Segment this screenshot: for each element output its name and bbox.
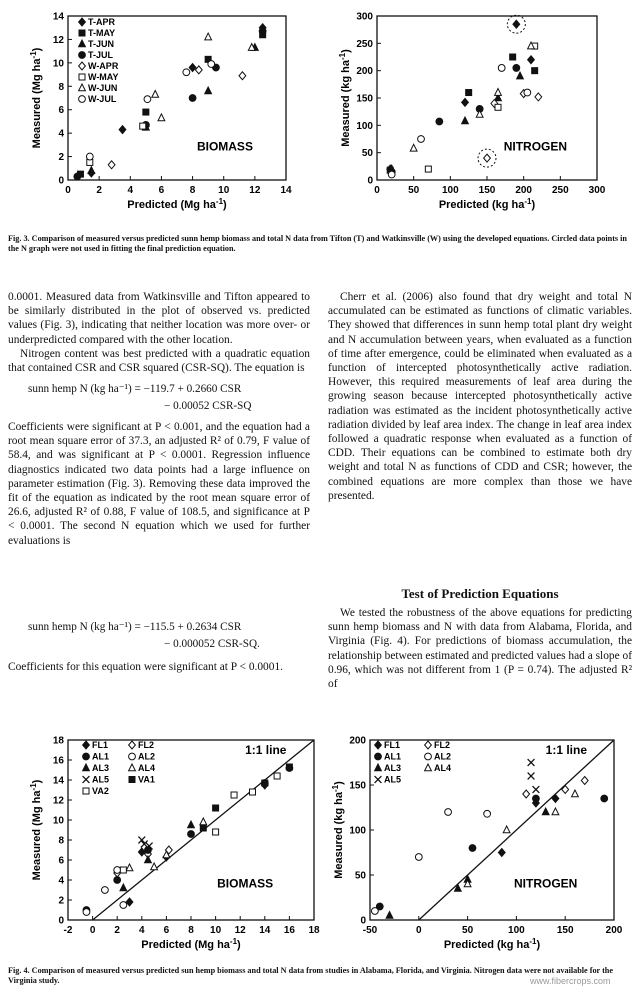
fig4-nitrogen-xtick-label: 0 [416,925,422,936]
fig3-nitrogen-panel-label: NITROGEN [503,139,568,154]
fig3-nitrogen-xtick-label: 300 [588,185,606,196]
fig4-biomass-xtick-label: 14 [259,925,271,936]
fig3-nitrogen-point-w-jun [410,144,417,151]
fig3-nitrogen-point-w-jun [495,89,502,96]
fig4-nitrogen-point-al2 [484,810,491,817]
left-column [8,290,310,375]
equation-2-line-1: sunn hemp N (kg ha⁻¹) = −115.5 + 0.2634 CSR [28,621,242,633]
fig3-biomass-yaxis-label: Measured (Mg $ha^{-1}$) [29,47,43,149]
fig3-nitrogen-xtick-label: 150 [478,185,496,196]
fig3-biomass-xtick-label: 2 [96,185,102,196]
fig3-biomass-legend-label-t-jun: T-JUN [88,39,115,49]
fig4-nitrogen-xtick-label: 50 [462,925,474,936]
fig4-nitrogen-xtick-label: 200 [605,925,623,936]
fig3-nitrogen-point-w-jul [498,65,505,72]
fig4-nitrogen-yaxis-label: Measured (kg $ha^{-1}$) [331,781,345,879]
fig3-biomass-legend-marker-w-apr [79,62,86,70]
fig4-biomass-xtick-label: 8 [188,925,194,936]
equation-2-line-2: − 0.000052 CSR-SQ. [164,638,260,650]
fig3-biomass-point-t-jun [205,87,212,94]
fig3-nitrogen-point-t-may [532,68,538,74]
fig3-caption: Fig. 3. Comparison of measured versus predicted sunn hemp biomass and total N data from Tifton (T) and Watkinsville (W) using the developed equations. Circled data points in the N graph were not used in fitting the final prediction equation. [8,234,627,253]
fig3-nitrogen-ytick-label: 50 [361,148,373,160]
fig3-nitrogen-point-w-apr [484,154,491,162]
fig4-biomass-legend-marker-al3 [83,764,90,771]
fig3-nitrogen-xtick-label: 250 [551,185,569,196]
fig3-nitrogen-ytick-label: 250 [356,38,373,50]
fig4-biomass-ytick-label: 6 [58,855,64,867]
fig4-biomass-point-va2 [250,789,256,795]
fig4-biomass-ytick-label: 8 [58,835,64,847]
fig4-biomass-point-al4 [151,863,158,870]
fig4-biomass-point-al3 [145,856,152,863]
fig4-biomass-legend-label-al1: AL1 [92,751,110,762]
fig4-nitrogen-legend-label-fl2: FL2 [434,740,451,750]
fig3-biomass-xtick-label: 6 [158,185,165,196]
fig4-nitrogen-point-al1 [533,795,540,802]
fig3-biomass-xtick-label: 0 [65,185,71,196]
fig3-biomass-legend-marker-w-jun [79,84,86,91]
fig4-biomass-xtick-label: 2 [114,925,120,936]
fig4-biomass-point-va2 [274,773,280,779]
fig3-biomass-ytick-label: 6 [58,105,64,117]
fig4-biomass-xaxis-label: Predicted (Mg $ha^{-1}$) [141,937,241,951]
fig4-nitrogen-legend-marker-al4 [425,764,432,771]
fig4-nitrogen-point-al5 [533,786,540,793]
fig4-nitrogen-legend-label-al4: AL4 [434,763,452,773]
fig4-nitrogen-point-al1 [469,845,476,852]
fig4-biomass-xtick-label: 6 [163,925,170,936]
fig3-nitrogen-svg [322,0,640,232]
fig3-biomass-ytick-label: 12 [52,34,64,46]
fig4-biomass-point-va2 [231,792,237,798]
fig4-biomass-panel-label: BIOMASS [217,876,274,891]
fig4-biomass-legend-marker-va1 [129,777,135,783]
fig3-nitrogen-ytick-label: 100 [356,120,373,132]
fig3-biomass-point-t-jul [74,173,81,180]
fig4-nitrogen-point-fl2 [581,777,588,785]
fig4-nitrogen-xtick-label: 150 [556,925,574,936]
fig4-nitrogen-xtick-label: 100 [508,925,525,936]
fig3-biomass-point-t-jul [189,95,196,102]
fig3-biomass-xtick-label: 12 [249,185,261,196]
fig4-nitrogen-legend-label-al5: AL5 [384,774,402,785]
fig4-nitrogen-legend-marker-al5 [375,776,382,783]
fig4-nitrogen-legend-marker-al2 [425,753,432,760]
fig4-biomass-yaxis-label: Measured (Mg $ha^{-1}$) [29,779,43,881]
section-heading: Test of Prediction Equations [401,586,559,601]
fig4-biomass-point-va1 [262,780,268,786]
fig3-biomass-point-w-jul [144,96,151,103]
fig4-biomass-line-label: 1:1 line [245,743,287,757]
left-column-end [8,660,310,674]
fig4-biomass-legend-marker-fl2 [129,741,136,749]
fig4-biomass-xtick-label: 4 [139,925,145,936]
fig4-biomass-xtick-label: 16 [283,925,295,936]
fig3-biomass-xtick-label: 4 [127,185,134,196]
fig4-biomass-legend-label-al3: AL3 [92,763,110,773]
fig4-nitrogen-point-fl1 [498,849,505,857]
fig3-nitrogen-point-t-jul [513,65,520,72]
fig3-biomass-point-w-apr [108,161,115,169]
fig4-biomass-point-al3 [120,884,127,891]
fig4-nitrogen-point-al4 [503,826,510,833]
fig4-nitrogen-legend-marker-fl2 [425,741,432,749]
fig3-nitrogen-xtick-label: 100 [441,185,459,196]
fig4-nitrogen-svg [322,728,640,962]
fig4-biomass-ytick-label: 16 [52,755,64,767]
fig3-biomass-legend-marker-w-jul [79,96,86,103]
fig4-biomass-legend-marker-fl1 [83,741,90,749]
fig3-biomass-point-w-jun [205,33,212,40]
equation-1-line-1: sunn hemp N (kg ha⁻¹) = −119.7 + 0.2660 CSR [28,383,242,395]
fig3-biomass-xtick-label: 10 [218,185,230,196]
fig3-biomass-xtick-label: 8 [189,185,196,196]
fig3-biomass-chart [0,0,322,232]
fig3-nitrogen-point-t-apr [513,20,520,28]
fig4-biomass-legend-label-va1: VA1 [138,774,155,785]
fig3-nitrogen-ytick-label: 150 [356,93,373,105]
fig3-biomass-legend-marker-t-apr [79,18,86,26]
fig4-nitrogen-ytick-label: 100 [349,825,366,837]
fig3-biomass-xaxis-label: Predicted (Mg $ha^{-1}$) [127,197,227,211]
fig3-biomass-legend-marker-w-may [79,74,85,80]
fig4-nitrogen-chart [322,728,640,962]
fig4-biomass-ytick-label: 12 [52,795,64,807]
fig3-biomass-point-w-jul [86,153,93,160]
fig4-biomass-legend-label-fl1: FL1 [92,740,109,750]
fig4-nitrogen-ytick-label: 50 [354,870,366,882]
fig3-biomass-point-t-jun [88,167,95,174]
fig3-biomass-legend-label-t-jul: T-JUL [88,50,114,60]
fig4-nitrogen-point-al2 [371,908,378,915]
fig4-nitrogen-legend-label-al1: AL1 [384,751,402,762]
fig4-biomass-point-al3 [188,821,195,828]
fig4-nitrogen-panel-label: NITROGEN [514,876,578,891]
fig3-nitrogen-point-t-apr [462,98,469,106]
fig3-biomass-legend-label-t-apr: T-APR [88,17,115,27]
fig3-nitrogen-xtick-label: 200 [515,185,533,196]
fig3-biomass-ytick-label: 10 [52,58,64,70]
fig3-nitrogen-point-t-may [466,90,472,96]
fig4-biomass-legend-label-al2: AL2 [138,751,156,762]
fig3-biomass-point-t-apr [119,126,126,134]
fig4-nitrogen-plot-frame [370,740,614,920]
fig4-nitrogen-point-al3 [386,912,393,919]
fig4-biomass-xtick-label: 10 [210,925,222,936]
fig4-caption: Fig. 4. Comparison of measured versus predicted sun hemp biomass and total N data from studies in Alabama, Florida, and Virginia. Nitrogen data were not available for the Virginia study. [8,966,613,985]
fig4-nitrogen-point-fl2 [523,790,530,798]
fig4-biomass-point-va1 [286,764,292,770]
fig3-nitrogen-point-t-apr [528,56,535,64]
fig3-biomass-point-w-jun [152,90,159,97]
fig3-nitrogen-yaxis-label: Measured (kg $ha^{-1}$) [338,49,352,147]
left-paragraph-1: 0.0001. Measured data from Watkinsville and Tifton appeared to be similarly distributed in the plot of observed vs. predicted values (Fig. 3), indicating that neither location was more over- or underpredicted compared with the other location. [8,291,310,346]
fig4-biomass-legend-marker-al2 [129,753,136,760]
fig4-biomass-ytick-label: 4 [58,875,64,887]
fig3-biomass-ytick-label: 4 [58,128,64,140]
right-column-2 [328,606,632,691]
fig3-nitrogen-xtick-label: 50 [408,185,420,196]
equation-1-line-2: − 0.00052 CSR-SQ [164,400,252,412]
fig3-biomass-point-w-apr [239,72,246,80]
fig4-biomass-xtick-label: 18 [308,925,320,936]
fig3-biomass-legend-label-w-apr: W-APR [88,61,119,71]
fig3-nitrogen-point-w-apr [535,93,542,101]
fig3-nitrogen-xtick-label: 0 [374,185,380,196]
fig4-biomass-legend-marker-al5 [83,776,90,783]
fig4-biomass-legend-label-fl2: FL2 [138,740,155,750]
fig3-biomass-point-t-jul [259,28,266,35]
fig3-biomass-ytick-label: 2 [58,152,64,164]
fig4-biomass-point-al4 [126,864,133,871]
fig4-biomass-chart [0,728,322,962]
fig4-biomass-point-va1 [213,805,219,811]
fig3-nitrogen-point-w-may [425,166,431,172]
fig3-biomass-legend-marker-t-may [79,30,85,36]
left-paragraph-2: Nitrogen content was best predicted with a quadratic equation that contained CSR and CSR squared (CSR-SQ). The equation is [8,347,310,375]
fig3-biomass-panel-label: BIOMASS [196,139,253,154]
fig4-biomass-legend-marker-va2 [83,788,89,794]
fig3-nitrogen-xaxis-label: Predicted (kg $ha^{-1}$) [438,197,536,211]
fig3-biomass-point-w-jun [158,114,165,121]
fig4-biomass-ytick-label: 0 [58,915,64,927]
fig4-biomass-point-va2 [213,829,219,835]
fig4-nitrogen-legend-label-fl1: FL1 [384,740,401,750]
fig3-biomass-ytick-label: 14 [52,11,64,23]
fig3-nitrogen-point-w-jul [388,171,395,178]
fig4-biomass-legend-label-al4: AL4 [138,763,156,773]
fig3-biomass-xtick-label: 14 [280,185,292,196]
fig3-biomass-point-w-jul [208,61,215,68]
right-paragraph-1: Cherr et al. (2006) also found that dry weight and total N accumulated can be estimated as functions of climatic variables. They showed that differences in sunn hemp total plant dry weight and N accumulation between years, when evaluated as a function of time after emergence, could be eliminated when evaluated as a function of intercepted photosynthetically active radiation. However, this required measurements of leaf area during the growing season because intercepted photosynthetically active radiation was estimated as the incident photosynthetically active radiation divided by leaf area index. The change in leaf area index followed a quadratic response when evaluated as a function of CDD. Their equations can be combined to estimate both dry weight and total N as functions of CDD and CSR; however, the combined equations are more complex than those we have presented. [328,291,632,502]
fig4-biomass-point-al1 [188,831,195,838]
fig3-biomass-point-t-apr [189,64,196,72]
fig4-nitrogen-line-label: 1:1 line [545,743,588,757]
fig4-nitrogen-ytick-label: 150 [349,780,366,792]
fig4-nitrogen-ytick-label: 200 [349,735,366,747]
fig4-biomass-point-al2 [120,902,127,909]
fig4-biomass-ytick-label: 14 [52,775,64,787]
fig3-biomass-svg [0,0,322,232]
fig3-biomass-legend-marker-t-jul [79,52,86,59]
fig4-biomass-point-al2 [114,867,121,874]
fig4-nitrogen-legend-label-al2: AL2 [434,751,452,762]
fig3-biomass-point-w-apr [195,66,202,74]
fig4-biomass-svg [0,728,322,962]
watermark: www.fibercrops.com [530,976,611,986]
fig4-biomass-legend-marker-al4 [129,764,136,771]
fig4-nitrogen-xtick-label: -50 [362,925,378,936]
fig3-nitrogen-chart [322,0,640,232]
fig3-biomass-ytick-label: 8 [58,81,64,93]
fig4-biomass-xtick-label: -2 [63,925,73,936]
fig3-nitrogen-ytick-label: 0 [367,175,373,187]
fig3-nitrogen-point-t-may [510,54,516,60]
fig4-biomass-point-al2 [102,887,109,894]
fig3-biomass-point-w-jul [183,69,190,76]
fig4-biomass-point-va2 [120,867,126,873]
fig4-nitrogen-xaxis-label: Predicted (kg $ha^{-1}$) [443,937,541,951]
fig3-nitrogen-point-w-jul [524,89,531,96]
fig4-biomass-ytick-label: 10 [52,815,64,827]
fig4-biomass-legend-label-al5: AL5 [92,774,110,785]
fig4-nitrogen-legend-label-al3: AL3 [384,763,402,773]
fig3-biomass-point-w-may [140,123,146,129]
left-paragraph-3: Coefficients were significant at P < 0.001, and the equation had a root mean square error of 37.3, an adjusted R² of 0.79, F value of 58.4, and was significant at P < 0.0001. Regression influence diagnostics indicated two data points had a large influence on parameter estimation (Fig. 3). Removing these data improved the fit of the equation as indicated by the root mean square error of 26.6, adjusted R² of 0.88, F value of 108.5, and significance at P < 0.0001. The second N equation which we used for further evaluations is [8,421,310,547]
fig3-nitrogen-point-t-jun [462,117,469,124]
fig3-nitrogen-ytick-label: 300 [356,11,373,23]
fig3-biomass-legend-label-w-jul: W-JUL [88,94,117,104]
fig4-biomass-ytick-label: 2 [58,895,64,907]
fig4-nitrogen-legend-marker-al3 [375,764,382,771]
fig3-nitrogen-point-w-jul [418,136,425,143]
fig4-biomass-legend-label-va2: VA2 [92,786,109,796]
fig4-nitrogen-ytick-label: 0 [360,915,366,927]
fig4-biomass-xtick-label: 0 [89,925,96,936]
fig4-biomass-xtick-label: 12 [234,925,246,936]
fig4-biomass-point-al2 [83,909,90,916]
fig4-nitrogen-legend-marker-al1 [375,753,382,760]
fig3-biomass-legend-marker-t-jun [79,40,86,47]
fig4-biomass-ytick-label: 18 [52,735,64,747]
fig4-nitrogen-point-al3 [542,808,549,815]
fig4-nitrogen-point-al4 [572,790,579,797]
right-column [328,290,632,503]
fig3-nitrogen-point-t-jun [517,72,524,79]
fig3-biomass-point-t-may [143,109,149,115]
fig4-biomass-legend-marker-al1 [83,753,90,760]
fig3-nitrogen-ytick-label: 200 [356,66,373,78]
fig4-nitrogen-point-al2 [415,854,422,861]
fig4-biomass-point-al4 [200,818,207,825]
fig4-biomass-point-al1 [114,877,121,884]
left-paragraph-4: Coefficients for this equation were significant at P < 0.0001. [8,661,283,673]
fig3-nitrogen-point-t-jul [436,118,443,125]
fig3-biomass-legend-label-w-may: W-MAY [88,72,119,82]
fig4-biomass-point-va1 [200,825,206,831]
right-paragraph-2: We tested the robustness of the above equations for predicting sunn hemp biomass and N with data from Alabama, Florida, and Virginia (Fig. 4). For predictions of biomass accumulation, the relationship between estimated and predicted values had a slope of 0.96, which was not different from 1 (P = 0.74). The adjusted R² of [328,607,632,691]
fig4-nitrogen-legend-marker-fl1 [375,741,382,749]
fig3-nitrogen-point-w-may [495,104,501,110]
fig3-biomass-legend-label-t-may: T-MAY [88,28,116,38]
fig4-nitrogen-point-al4 [552,808,559,815]
fig3-biomass-ytick-label: 0 [58,175,64,187]
fig3-biomass-legend-label-w-jun: W-JUN [88,83,118,93]
left-column-cont [8,420,310,548]
fig4-nitrogen-point-al5 [528,759,535,766]
fig4-nitrogen-point-al2 [445,809,452,816]
fig4-nitrogen-point-al1 [601,795,608,802]
fig4-nitrogen-point-al5 [528,773,535,780]
